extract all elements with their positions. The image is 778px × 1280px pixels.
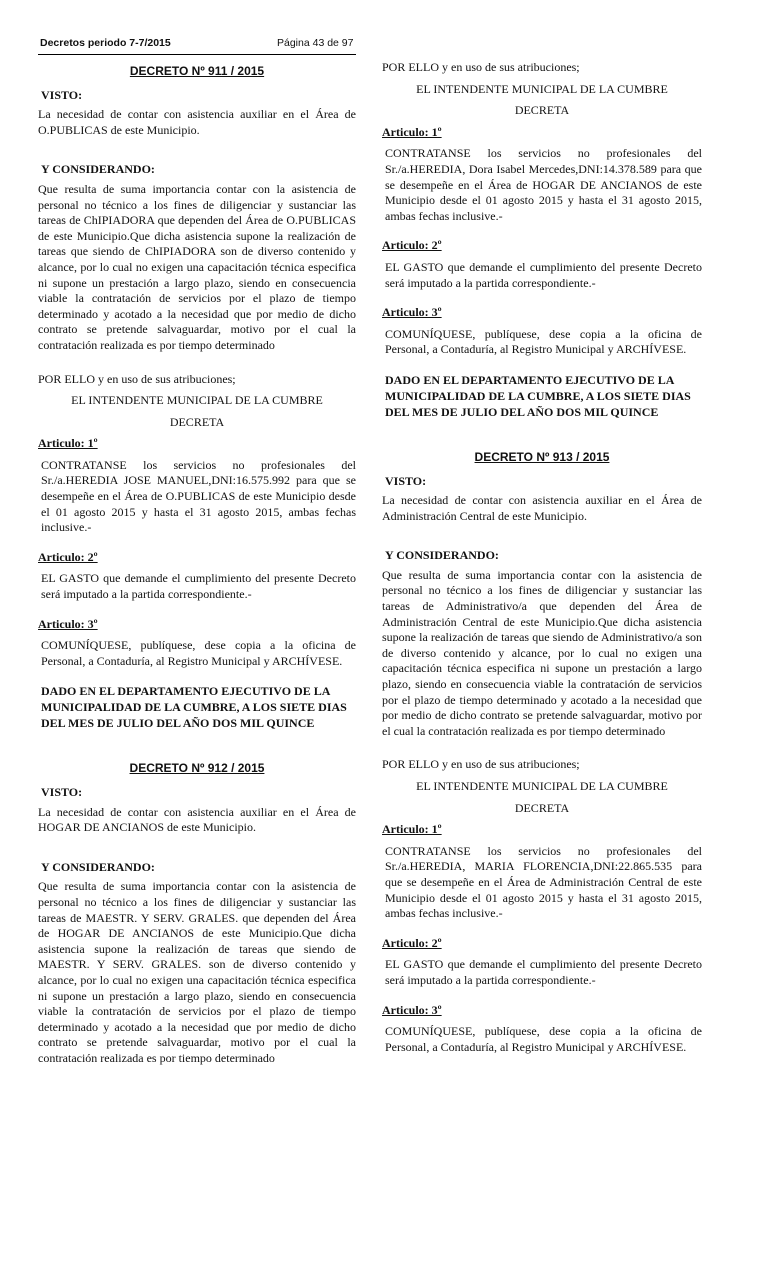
decree-913-visto-label: VISTO:	[385, 473, 427, 488]
decree-912-por-ello: POR ELLO y en uso de sus atribuciones;	[382, 60, 580, 74]
right-column	[382, 60, 702, 1069]
decree-913-intendente: EL INTENDENTE MUNICIPAL DE LA CUMBRE	[416, 779, 668, 793]
page-header	[38, 36, 356, 55]
decree-913-art2-label: Articulo: 2º	[382, 935, 442, 950]
decree-911-title: DECRETO Nº 911 / 2015	[129, 64, 265, 78]
decree-912-visto: La necesidad de contar con asistencia auxiliar en el Área de HOGAR DE ANCIANOS de este Municipio.	[38, 804, 356, 835]
decree-912-art3-label: Articulo: 3º	[382, 305, 442, 320]
decree-911-dado: DADO EN EL DEPARTAMENTO EJECUTIVO DE LA MUNICIPALIDAD DE LA CUMBRE, A LOS SIETE DIAS DEL MES DE JULIO DEL AÑO DOS MIL QUINCE	[41, 684, 347, 731]
left-column	[38, 60, 356, 1067]
decree-913-art2: EL GASTO que demande el cumplimiento del presente Decreto será imputado a la partida correspondiente.-	[385, 957, 702, 987]
decree-912-art2: EL GASTO que demande el cumplimiento del presente Decreto será imputado a la partida correspondiente.-	[385, 259, 702, 290]
decree-913-considerando-label: Y CONSIDERANDO:	[385, 548, 499, 563]
decree-913-art3-label: Articulo: 3º	[382, 1002, 442, 1017]
decree-913-art3: COMUNÍQUESE, publíquese, dese copia a la oficina de Personal, a Contaduría, al Registro Municipal y ARCHÍVESE.	[385, 1024, 702, 1054]
decree-911-visto: La necesidad de contar con asistencia auxiliar en el Área de O.PUBLICAS de este Municipio.	[38, 107, 356, 137]
decree-912-considerando-label: Y CONSIDERANDO:	[41, 859, 155, 874]
decree-911-considerando: Que resulta de suma importancia contar con la asistencia de personal no técnico a los fines de diligenciar y sustanciar las tareas de ChIPIADORA que dependen del Área de O.PUBLICAS de este Municipio.Que dicha asistencia supone la realización de tareas que siendo de ChIPIADORA son de diverso contenido y alcance, por lo cual no exigen una capacitación técnica especifica ni supone un prestación a largo plazo, siendo en consecuencia viable la contratación de servicios por el plazo de tiempo determinado y acotado a la necesidad que por medio de dicho contrato se pretende salvaguardar, motivo por el cual la contratación realizada es por tiempo determinado	[38, 181, 356, 352]
decree-912-art2-label: Articulo: 2º	[382, 238, 442, 253]
decree-913-art1-label: Articulo: 1º	[382, 822, 442, 837]
decree-911-art3: COMUNÍQUESE, publíquese, dese copia a la oficina de Personal, a Contaduría, al Registro Municipal y ARCHÍVESE.	[41, 638, 356, 668]
decree-913-art1: CONTRATANSE los servicios no profesionales del Sr./a.HEREDIA, MARIA FLORENCIA,DNI:22.865.535 para que se desempeñe en el Área de Administración Central de este Municipio desde el 01 agosto 2015 y hasta el 31 agosto 2015, ambas fechas inclusive.-	[385, 843, 702, 921]
decree-912-dado: DADO EN EL DEPARTAMENTO EJECUTIVO DE LA MUNICIPALIDAD DE LA CUMBRE, A LOS SIETE DIAS DEL MES DE JULIO DEL AÑO DOS MIL QUINCE	[385, 372, 691, 419]
decree-911-decreta: DECRETA	[169, 414, 225, 429]
decree-913-decreta: DECRETA	[514, 800, 570, 815]
decree-911-por-ello: POR ELLO y en uso de sus atribuciones;	[38, 371, 236, 386]
decree-911-visto-label: VISTO:	[41, 87, 83, 102]
decree-912-intendente: EL INTENDENTE MUNICIPAL DE LA CUMBRE	[416, 81, 668, 96]
decree-912-decreta: DECRETA	[514, 103, 570, 118]
decree-911-considerando-label: Y CONSIDERANDO:	[41, 162, 155, 177]
decree-911-art2-label: Articulo: 2º	[38, 549, 98, 564]
decree-912-art3: COMUNÍQUESE, publíquese, dese copia a la oficina de Personal, a Contaduría, al Registro Municipal y ARCHÍVESE.	[385, 326, 702, 357]
decree-912-visto-label: VISTO:	[41, 785, 83, 799]
decree-912-art1: CONTRATANSE los servicios no profesionales del Sr./a.HEREDIA, Dora Isabel Mercedes,DNI:14.378.589 para que se desempeñe en el Área de HOGAR DE ANCIANOS de este Municipio desde el 01 agosto 2015 y hasta el 31 agosto 2015, ambas fechas inclusive.-	[385, 146, 702, 223]
decree-912-title: DECRETO Nº 912 / 2015	[129, 761, 265, 776]
decree-913-title: DECRETO Nº 913 / 2015	[474, 449, 610, 464]
decree-912-art1-label: Articulo: 1º	[382, 124, 442, 139]
decree-913-visto: La necesidad de contar con asistencia auxiliar en el Área de Administración Central de este Municipio.	[382, 493, 702, 523]
decree-911-art1: CONTRATANSE los servicios no profesionales del Sr./a.HEREDIA JOSE MANUEL,DNI:16.575.992 para que se desempeñe en el Área de O.PUBLICAS de este Municipio desde el 01 agosto 2015 y hasta el 31 agosto 2015, ambas fechas inclusive.-	[41, 457, 356, 535]
decree-912-considerando: Que resulta de suma importancia contar con la asistencia de personal no técnico a los fines de diligenciar y sustanciar las tareas de MAESTR. Y SERV. GRALES. que dependen del Área de HOGAR DE ANCIANOS de este Municipio.Que dicha asistencia supone la realización de tareas que siendo de MAESTR. Y SERV. GRALES. son de diverso contenido y alcance, por lo cual no exigen una capacitación técnica especifica ni supone un prestación a largo plazo, siendo en consecuencia viable la contratación de servicios por el plazo de tiempo determinado y acotado a la necesidad que por medio de dicho contrato se pretende salvaguardar, motivo por el cual la contratación realizada es por tiempo determinado	[38, 879, 356, 1065]
decree-911-art2: EL GASTO que demande el cumplimiento del presente Decreto será imputado a la partida correspondiente.-	[41, 571, 356, 602]
decree-911-intendente: EL INTENDENTE MUNICIPAL DE LA CUMBRE	[71, 393, 323, 408]
decree-913-por-ello: POR ELLO y en uso de sus atribuciones;	[382, 757, 580, 772]
decree-913-considerando: Que resulta de suma importancia contar con la asistencia de personal no técnico a los fines de diligenciar y sustanciar las tareas de Administrativo/a que dependen del Área de Administración Central de este Municipio.Que dicha asistencia supone la realización de tareas que siendo de Administrativo/a son de diverso contenido y alcance, por lo cual no exigen una capacitación técnica especifica ni supone un prestación a largo plazo, siendo en consecuencia viable la contratación de servicios por el plazo de tiempo determinado y acotado a la necesidad que por medio de dicho contrato se pretende salvaguardar, motivo por el cual la contratación realizada es por tiempo determinado	[382, 567, 702, 738]
document-title: Decretos periodo 7-7/2015	[40, 37, 171, 49]
decree-911-art3-label: Articulo: 3º	[38, 616, 98, 631]
page-number: Página 43 de 97	[277, 37, 354, 49]
decree-911-art1-label: Articulo: 1º	[38, 436, 98, 451]
